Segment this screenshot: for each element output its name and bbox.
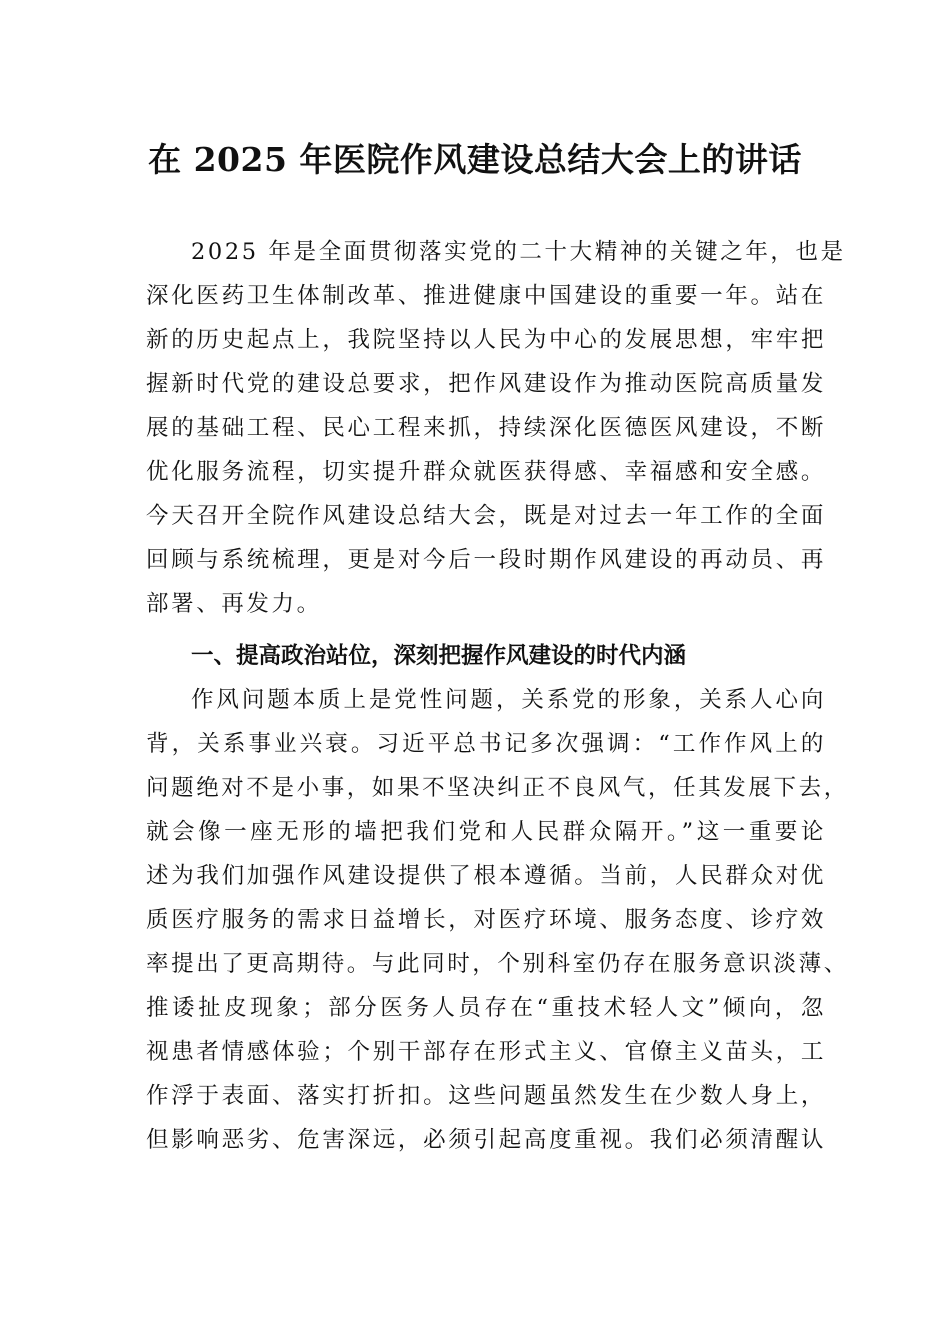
document-title: 在 2025 年医院作风建设总结大会上的讲话 <box>148 140 802 179</box>
section1-line: 率提出了更高期待。与此同时，个别科室仍存在服务意识淡薄、 <box>146 951 849 977</box>
intro-line: 深化医药卫生体制改革、推进健康中国建设的重要一年。站在 <box>146 283 826 309</box>
intro-line: 新的历史起点上，我院坚持以人民为中心的发展思想，牢牢把 <box>146 327 826 353</box>
section-heading-text: 一、提高政治站位，深刻把握作风建设的时代内涵 <box>191 643 687 669</box>
section1-paragraph <box>146 678 849 1162</box>
section1-line: 质医疗服务的需求日益增长，对医疗环境、服务态度、诊疗效 <box>146 907 826 933</box>
section1-line: 就会像一座无形的墙把我们党和人民群众隔开。”这一重要论 <box>146 819 826 845</box>
section1-line: 述为我们加强作风建设提供了根本遵循。当前，人民群众对优 <box>146 863 826 889</box>
section1-line: 作浮于表面、落实打折扣。这些问题虽然发生在少数人身上， <box>146 1083 826 1109</box>
intro-line: 今天召开全院作风建设总结大会，既是对过去一年工作的全面 <box>146 503 826 529</box>
section1-line: 视患者情感体验；个别干部存在形式主义、官僚主义苗头，工 <box>146 1039 826 1065</box>
intro-paragraph <box>146 230 846 626</box>
intro-line: 回顾与系统梳理，更是对今后一段时期作风建设的再动员、再 <box>146 547 826 573</box>
section1-line: 作风问题本质上是党性问题，关系党的形象，关系人心向 <box>191 687 826 713</box>
intro-line: 展的基础工程、民心工程来抓，持续深化医德医风建设，不断 <box>146 415 826 441</box>
section-heading <box>146 634 826 678</box>
intro-line: 握新时代党的建设总要求，把作风建设作为推动医院高质量发 <box>146 371 826 397</box>
intro-line: 部署、再发力。 <box>146 591 322 617</box>
intro-line: 优化服务流程，切实提升群众就医获得感、幸福感和安全感。 <box>146 459 826 485</box>
section1-line: 问题绝对不是小事，如果不坚决纠正不良风气，任其发展下去， <box>146 775 849 801</box>
section1-line: 推诿扯皮现象；部分医务人员存在“重技术轻人文”倾向，忽 <box>146 995 826 1021</box>
section1-line: 背，关系事业兴衰。习近平总书记多次强调：“工作作风上的 <box>146 731 826 757</box>
section1-line: 但影响恶劣、危害深远，必须引起高度重视。我们必须清醒认 <box>146 1127 826 1153</box>
intro-line: 2025 年是全面贯彻落实党的二十大精神的关键之年，也是 <box>191 239 846 265</box>
